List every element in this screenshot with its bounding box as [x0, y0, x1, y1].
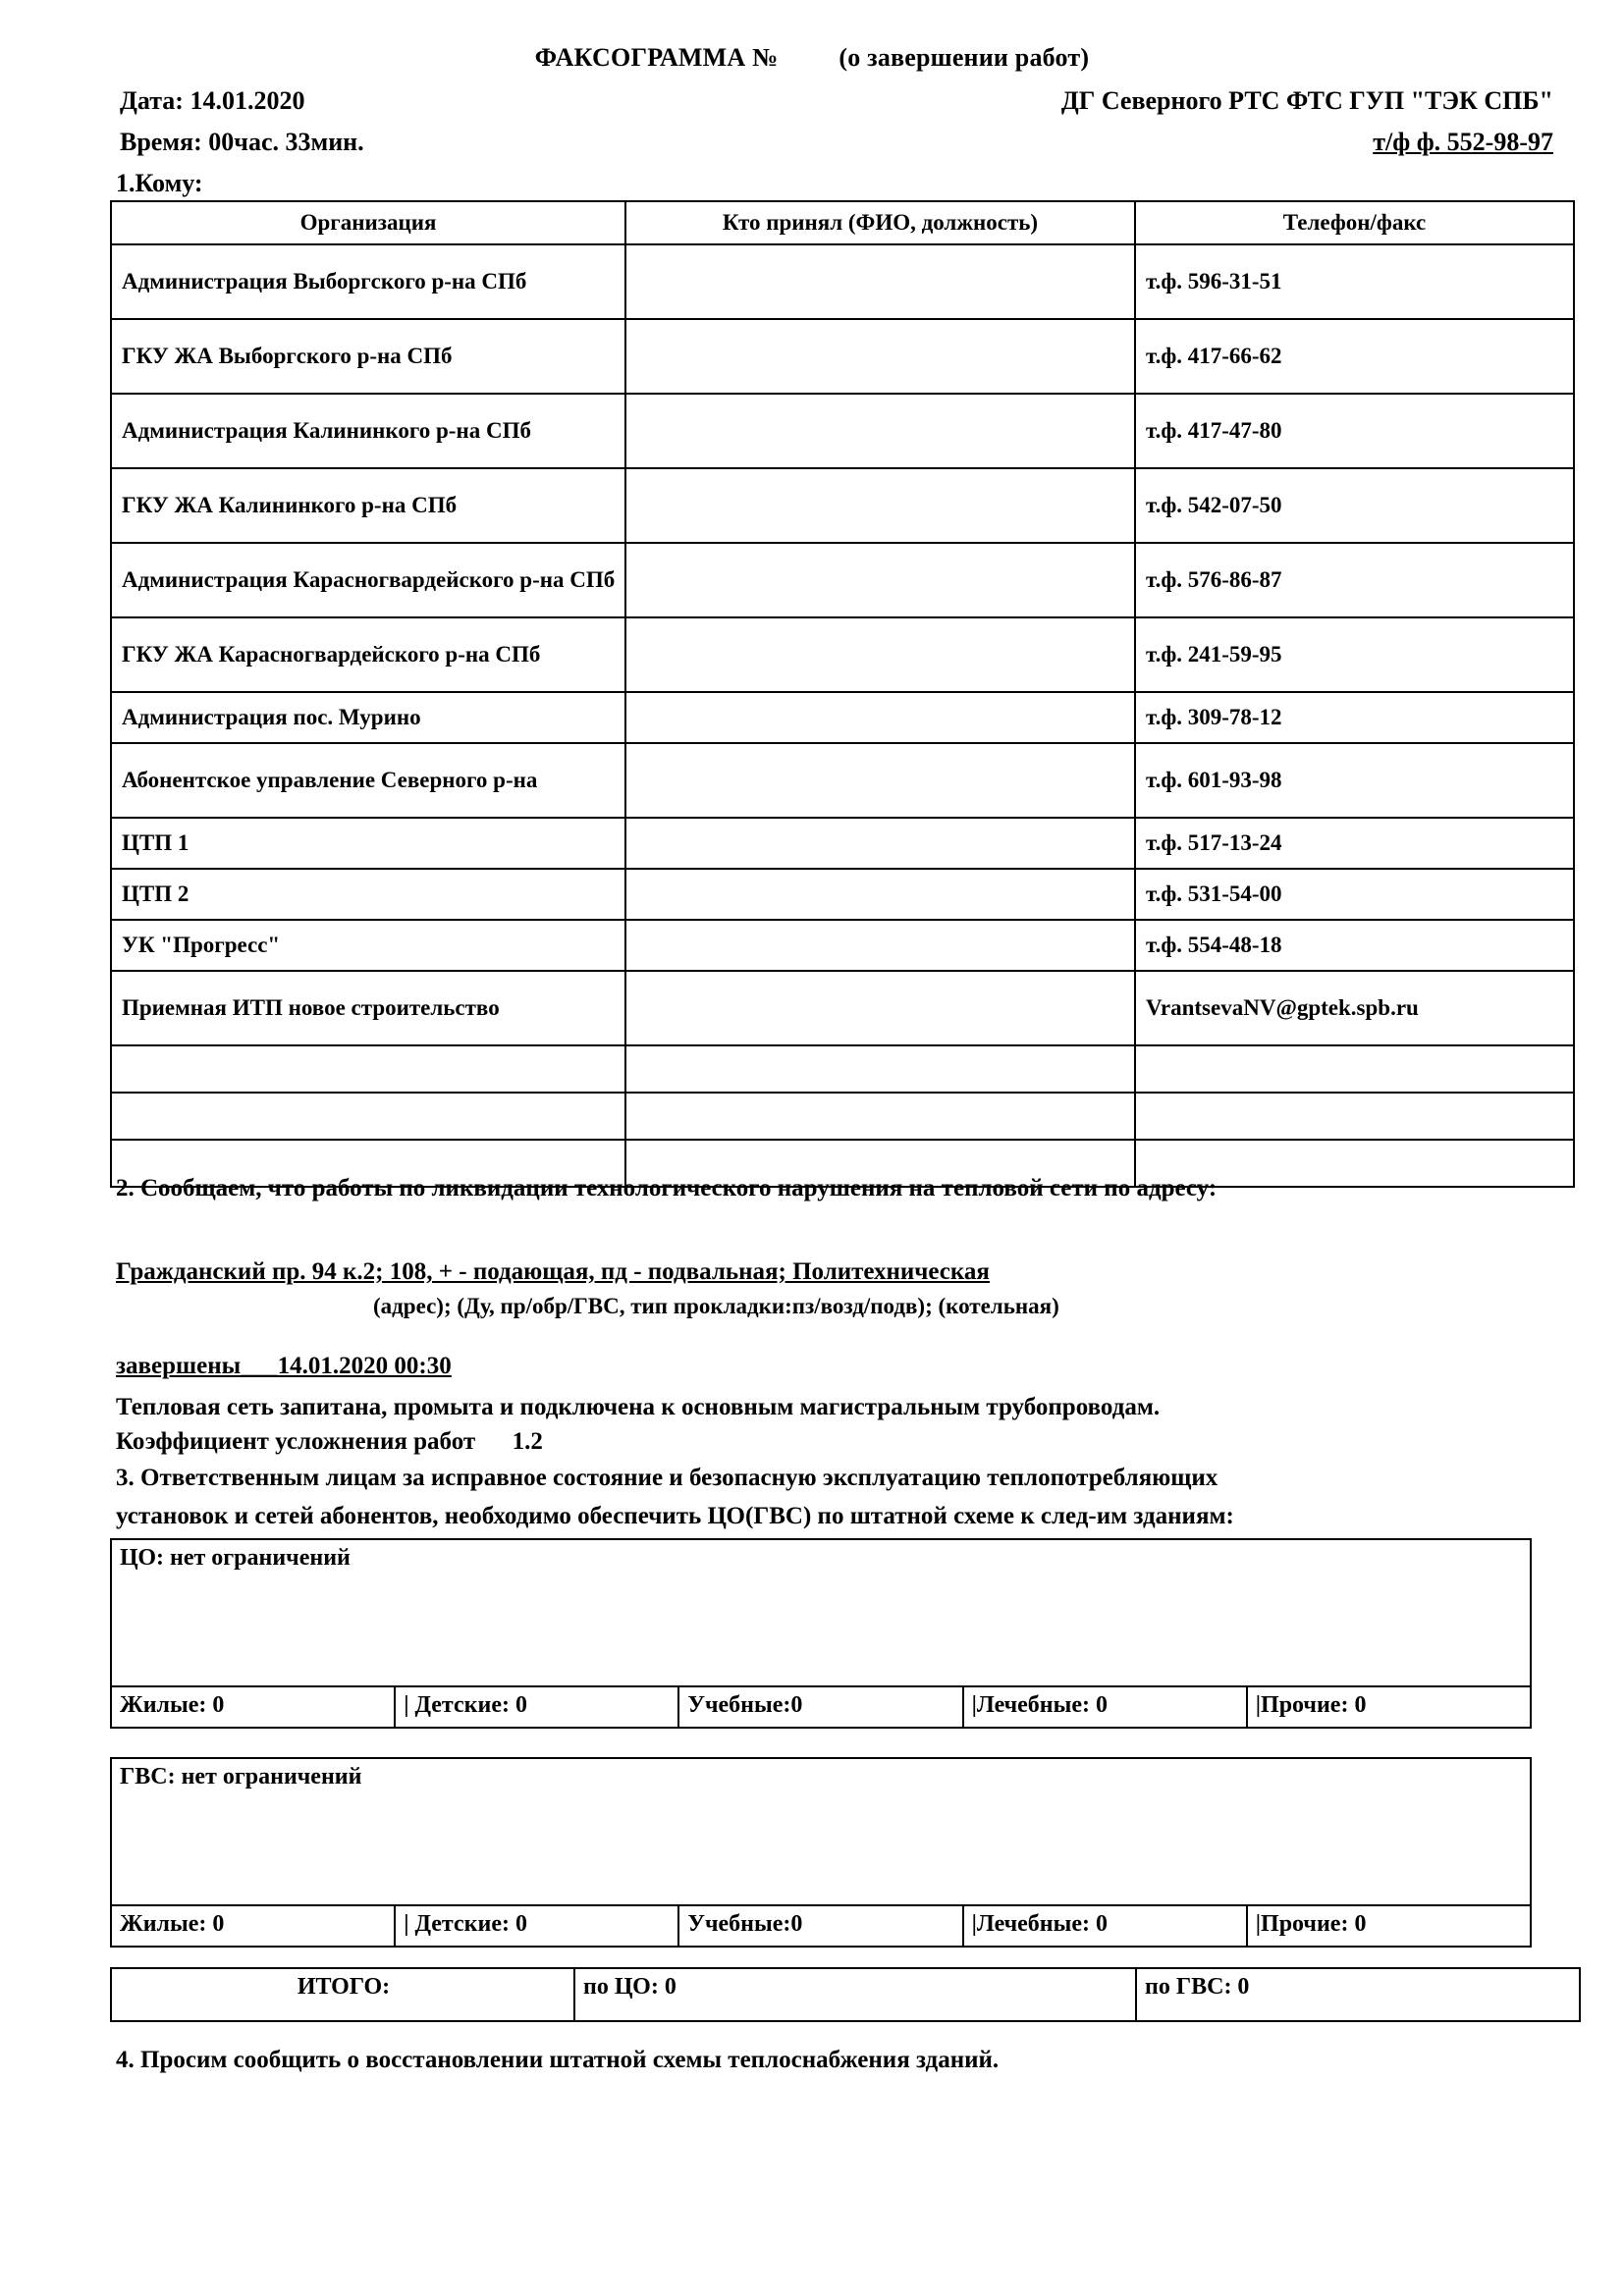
date-field: [120, 86, 304, 116]
column-header-organization: Организация: [111, 201, 625, 244]
cell-phone[interactable]: [1135, 1093, 1574, 1140]
totals-by-co: по ЦО: 0: [574, 1968, 1136, 2021]
cell-organization[interactable]: [111, 1093, 625, 1140]
cell-organization: ЦТП 2: [111, 869, 625, 920]
time-label: Время:: [120, 128, 202, 156]
clause-2-text: 2. Сообщаем, что работы по ликвидации технологического нарушения на тепловой сети по адресу:: [116, 1175, 1218, 1201]
date-value: 14.01.2020: [189, 86, 305, 115]
cell-phone: т.ф. 517-13-24: [1135, 818, 1574, 869]
title-subtitle: (о завершении работ): [839, 43, 1090, 72]
cell-organization: ГКУ ЖА Карасногвардейского р-на СПб: [111, 617, 625, 692]
co-count-educational: Учебные:0: [678, 1686, 962, 1728]
cell-organization: Администрация Калининкого р-на СПб: [111, 394, 625, 468]
totals-label: ИТОГО:: [111, 1968, 574, 2021]
cell-phone: т.ф. 417-66-62: [1135, 319, 1574, 394]
gvs-count-medical: |Лечебные: 0: [963, 1905, 1247, 1947]
date-label: Дата:: [120, 86, 184, 115]
table-row: [111, 743, 1574, 818]
cell-receiver[interactable]: [625, 743, 1135, 818]
gvs-count-other: |Прочие: 0: [1247, 1905, 1531, 1947]
table-row-empty: [111, 1093, 1574, 1140]
time-field: [120, 128, 364, 157]
totals-row: [111, 1968, 1580, 2021]
cell-phone: т.ф. 596-31-51: [1135, 244, 1574, 319]
network-status-text: Тепловая сеть запитана, промыта и подключена к основным магистральным трубопроводам.: [116, 1394, 1161, 1420]
cell-receiver[interactable]: [625, 319, 1135, 394]
cell-organization: ГКУ ЖА Выборгского р-на СПб: [111, 319, 625, 394]
cell-organization[interactable]: [111, 1045, 625, 1093]
cell-phone: т.ф. 542-07-50: [1135, 468, 1574, 543]
column-header-receiver: Кто принял (ФИО, должность): [625, 201, 1135, 244]
cell-receiver[interactable]: [625, 692, 1135, 743]
clause-3-line-1: 3. Ответственным лицам за исправное состояние и безопасную эксплуатацию теплопотребляющих: [116, 1465, 1218, 1491]
complexity-value: 1.2: [512, 1428, 543, 1455]
column-header-phone: Телефон/факс: [1135, 201, 1574, 244]
totals-table: [110, 1967, 1581, 2022]
gvs-status-row: [111, 1758, 1531, 1905]
cell-phone: т.ф. 417-47-80: [1135, 394, 1574, 468]
document-title: [0, 43, 1624, 73]
table-row: [111, 468, 1574, 543]
clause-4-text: 4. Просим сообщить о восстановлении штатной схемы теплоснабжения зданий.: [116, 2047, 1000, 2073]
complexity-coefficient: [116, 1428, 543, 1456]
table-header-row: [111, 201, 1574, 244]
gvs-count-children: | Детские: 0: [395, 1905, 678, 1947]
cell-receiver[interactable]: [625, 617, 1135, 692]
cell-receiver[interactable]: [625, 869, 1135, 920]
incident-address: Гражданский пр. 94 к.2; 108, + - подающая, пд - подвальная; Политехническая: [116, 1258, 990, 1285]
cell-organization: УК "Прогресс": [111, 920, 625, 971]
table-row: [111, 617, 1574, 692]
cell-organization: Администрация Выборгского р-на СПб: [111, 244, 625, 319]
sender-organization: ДГ Северного РТС ФТС ГУП "ТЭК СПБ": [1060, 86, 1553, 115]
gvs-status-cell: ГВС: нет ограничений: [111, 1758, 1531, 1905]
table-row: [111, 920, 1574, 971]
recipients-table-body: [111, 244, 1574, 1187]
cell-organization: Администрация пос. Мурино: [111, 692, 625, 743]
sender-fax: т/ф ф. 552-98-97: [1373, 128, 1553, 156]
complexity-label: Коэффициент усложнения работ: [116, 1428, 476, 1455]
co-count-medical: |Лечебные: 0: [963, 1686, 1247, 1728]
cell-receiver[interactable]: [625, 394, 1135, 468]
table-row: [111, 319, 1574, 394]
recipients-table: [110, 200, 1575, 1188]
co-limits-table: [110, 1538, 1532, 1729]
co-count-children: | Детские: 0: [395, 1686, 678, 1728]
table-row: [111, 394, 1574, 468]
cell-receiver[interactable]: [625, 1045, 1135, 1093]
cell-organization: Абонентское управление Северного р-на: [111, 743, 625, 818]
completion-datetime: завершены___14.01.2020 00:30: [116, 1353, 452, 1379]
co-counts-row: [111, 1686, 1531, 1728]
cell-organization: ГКУ ЖА Калининкого р-на СПб: [111, 468, 625, 543]
cell-organization: Приемная ИТП новое строительство: [111, 971, 625, 1045]
cell-receiver[interactable]: [625, 971, 1135, 1045]
cell-receiver[interactable]: [625, 543, 1135, 617]
co-status-cell: ЦО: нет ограничений: [111, 1539, 1531, 1686]
cell-receiver[interactable]: [625, 920, 1135, 971]
cell-phone: т.ф. 554-48-18: [1135, 920, 1574, 971]
cell-phone: т.ф. 601-93-98: [1135, 743, 1574, 818]
table-row: [111, 869, 1574, 920]
table-row: [111, 971, 1574, 1045]
table-row: [111, 692, 1574, 743]
cell-phone: т.ф. 241-59-95: [1135, 617, 1574, 692]
cell-phone: т.ф. 309-78-12: [1135, 692, 1574, 743]
table-row-empty: [111, 1045, 1574, 1093]
gvs-limits-table: [110, 1757, 1532, 1948]
co-status-row: [111, 1539, 1531, 1686]
cell-phone: т.ф. 531-54-00: [1135, 869, 1574, 920]
cell-phone[interactable]: [1135, 1045, 1574, 1093]
co-count-residential: Жилые: 0: [111, 1686, 395, 1728]
gvs-counts-row: [111, 1905, 1531, 1947]
totals-by-gvs: по ГВС: 0: [1136, 1968, 1580, 2021]
time-value: 00час. 33мин.: [208, 128, 364, 156]
cell-receiver[interactable]: [625, 1093, 1135, 1140]
address-legend: (адрес); (Ду, пр/обр/ГВС, тип прокладки:пз/возд/подв); (котельная): [373, 1294, 1059, 1318]
cell-email: VrantsevaNV@gptek.spb.ru: [1135, 971, 1574, 1045]
table-row: [111, 818, 1574, 869]
clause-3-line-2: установок и сетей абонентов, необходимо обеспечить ЦО(ГВС) по штатной схеме к след-им зданиям:: [116, 1503, 1234, 1529]
title-main: ФАКСОГРАММА №: [534, 43, 779, 72]
cell-receiver[interactable]: [625, 818, 1135, 869]
recipients-label: 1.Кому:: [116, 169, 203, 197]
cell-phone: т.ф. 576-86-87: [1135, 543, 1574, 617]
table-row: [111, 543, 1574, 617]
co-count-other: |Прочие: 0: [1247, 1686, 1531, 1728]
gvs-count-educational: Учебные:0: [678, 1905, 962, 1947]
cell-organization: Администрация Карасногвардейского р-на СПб: [111, 543, 625, 617]
gvs-count-residential: Жилые: 0: [111, 1905, 395, 1947]
cell-organization: ЦТП 1: [111, 818, 625, 869]
table-row: [111, 244, 1574, 319]
cell-receiver[interactable]: [625, 468, 1135, 543]
cell-receiver[interactable]: [625, 244, 1135, 319]
